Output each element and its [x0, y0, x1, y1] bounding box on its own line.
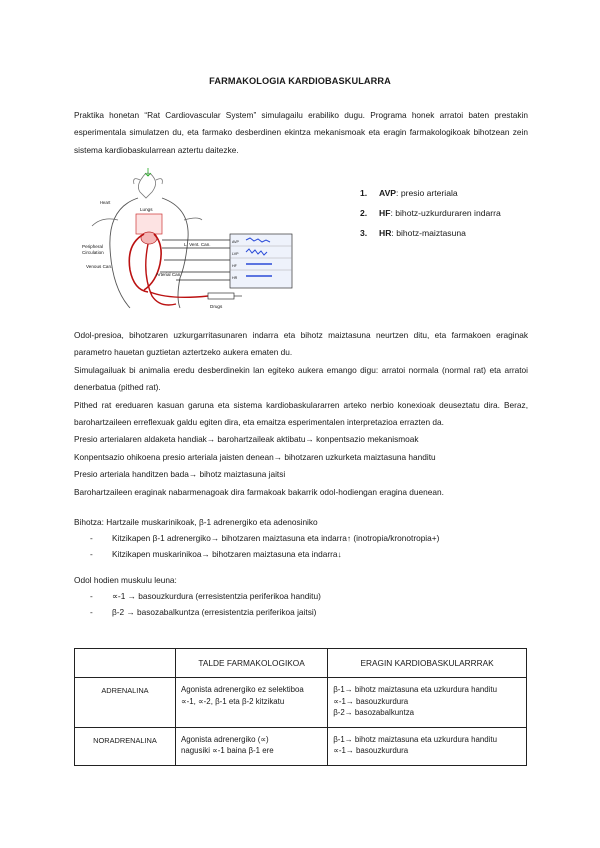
label-arterial: Arterial Can. — [156, 272, 182, 277]
rat-ears — [134, 179, 163, 184]
body-text — [74, 327, 528, 501]
label-venous: Venous Can. — [86, 264, 113, 269]
label-drugs: Drugs — [210, 304, 223, 309]
lungs-box — [136, 214, 162, 234]
table-header-cell: ERAGIN KARDIOBASKULARRRAK — [328, 649, 527, 678]
table-header-cell — [75, 649, 176, 678]
label-l-vent: L. Vent. Can. — [184, 242, 211, 247]
vessel-to-drugs — [150, 292, 208, 297]
label-row-hf: HF — [232, 264, 237, 268]
page-title: FARMAKOLOGIA KARDIOBASKULARRA — [209, 76, 391, 86]
drug-name-cell: NORADRENALINA — [75, 727, 176, 765]
drug-effect-cell: β-1→ bihotz maiztasuna eta uzkurdura handitu ∝-1→ basouzkurdura β-2→ basozabalkuntza — [328, 678, 527, 728]
table-row — [75, 727, 527, 765]
drug-group-cell: Agonista adrenergiko ez selektiboa ∝-1, ∝-2, β-1 eta β-2 kitzikatu — [176, 678, 328, 728]
label-circulation: Circulation — [82, 250, 104, 255]
vessel-heading: Odol hodien muskulu leuna: — [74, 575, 177, 585]
body-paragraph: Presio arterialaren aldaketa handiak→ barohartzaileak aktibatu→ konpentsazio mekanismoak — [74, 434, 419, 445]
variable-item: 2. HF: bihotz-uzkurduraren indarra — [360, 208, 501, 218]
variable-item: 1. AVP: presio arteriala — [360, 188, 458, 198]
table-row — [75, 678, 527, 728]
body-paragraph: Simulagailuak bi animalia eredu desberdinekin lan egiteko aukera emango digu: arratoi normala (normal rat) eta arratoi denerbatua (pithed rat). — [74, 364, 528, 393]
rat-head-outline — [138, 173, 155, 198]
label-row-hr: HR — [232, 276, 238, 280]
table-header-row — [75, 649, 527, 678]
table-header-cell: TALDE FARMAKOLOGIKOA — [176, 649, 328, 678]
body-paragraph: Konpentsazio ohikoena presio arteriala jaisten denean→ bihotzaren uzkurketa maiztasuna handitu — [74, 451, 436, 462]
drug-name-cell: ADRENALINA — [75, 678, 176, 728]
variables-list — [360, 183, 501, 243]
heart-bullet: - Kitzikapen β-1 adrenergiko→ bihotzaren maiztasuna eta indarra↑ (inotropia/kronotropia+) — [90, 533, 440, 543]
drugs-syringe — [208, 293, 234, 299]
heart-bullet: - Kitzikapen muskarinikoa→ bihotzaren maiztasuna eta indarra↓ — [90, 549, 342, 559]
rat-cardiovascular-diagram — [80, 168, 296, 318]
monitor-panel — [230, 234, 292, 288]
vessel-bullet: - ∝-1 → basouzkurdura (erresistentzia periferikoa handitu) — [90, 591, 321, 601]
label-row-avp: AVP — [232, 240, 239, 244]
label-lungs: Lungs — [140, 207, 153, 212]
vessel-bullet: - β-2 → basozabalkuntza (erresistentzia periferikoa jaitsi) — [90, 607, 317, 617]
body-paragraph: Pithed rat ereduaren kasuan garuna eta sistema kardiobaskulararren arteko nerbio konexioak deuseztatu dira. Beraz, barohartzaileen erreflexuak galdu egiten dira, eta emaitza esperimentalen interpretazioa errazten da. — [74, 399, 528, 428]
body-paragraph: Odol-presioa, bihotzaren uzkurgarritasunaren indarra eta bihotz maiztasuna neurtzen ditu, eta farmakoen eraginak parametro hauetan guztietan aztertzeko aukera ematen du. — [74, 330, 528, 358]
label-row-lvp: LVP — [232, 252, 239, 256]
green-arrow — [145, 168, 151, 176]
intro-paragraph: Praktika honetan “Rat Cardiovascular System” simulagailu erabiliko dugu. Programa honek arratoi baten prestakin esperimentala simulatzen du, eta farmako desberdinen ekintza mekanismoak eta eragin farmakologikoak bihotzean zein sistema kardiobaskularrean aztertu daitezke. — [74, 110, 528, 155]
drug-group-cell: Agonista adrenergiko (∝) nagusiki ∝-1 baina β-1 ere — [176, 727, 328, 765]
body-paragraph: Presio arteriala handitzen bada→ bihotz maiztasuna jaitsi — [74, 469, 286, 480]
drug-table — [74, 648, 527, 766]
label-peripheral: Peripheral — [82, 244, 103, 249]
variable-item: 3. HR: bihotz-maiztasuna — [360, 228, 466, 238]
heart-receptors-section — [74, 514, 528, 562]
heart-heading: Bihotza: Hartzaile muskarinikoak, β-1 adrenergiko eta adenosiniko — [74, 517, 318, 527]
vessel-receptors-section — [74, 572, 528, 620]
label-heart: Heart — [100, 200, 111, 205]
body-paragraph: Barohartzaileen eraginak nabarmenagoak dira farmakoak bakarrik odol-hodiengan eragina duenean. — [74, 486, 444, 497]
drug-effect-cell: β-1→ bihotz maiztasuna eta uzkurdura handitu ∝-1→ basouzkurdura — [328, 727, 527, 765]
